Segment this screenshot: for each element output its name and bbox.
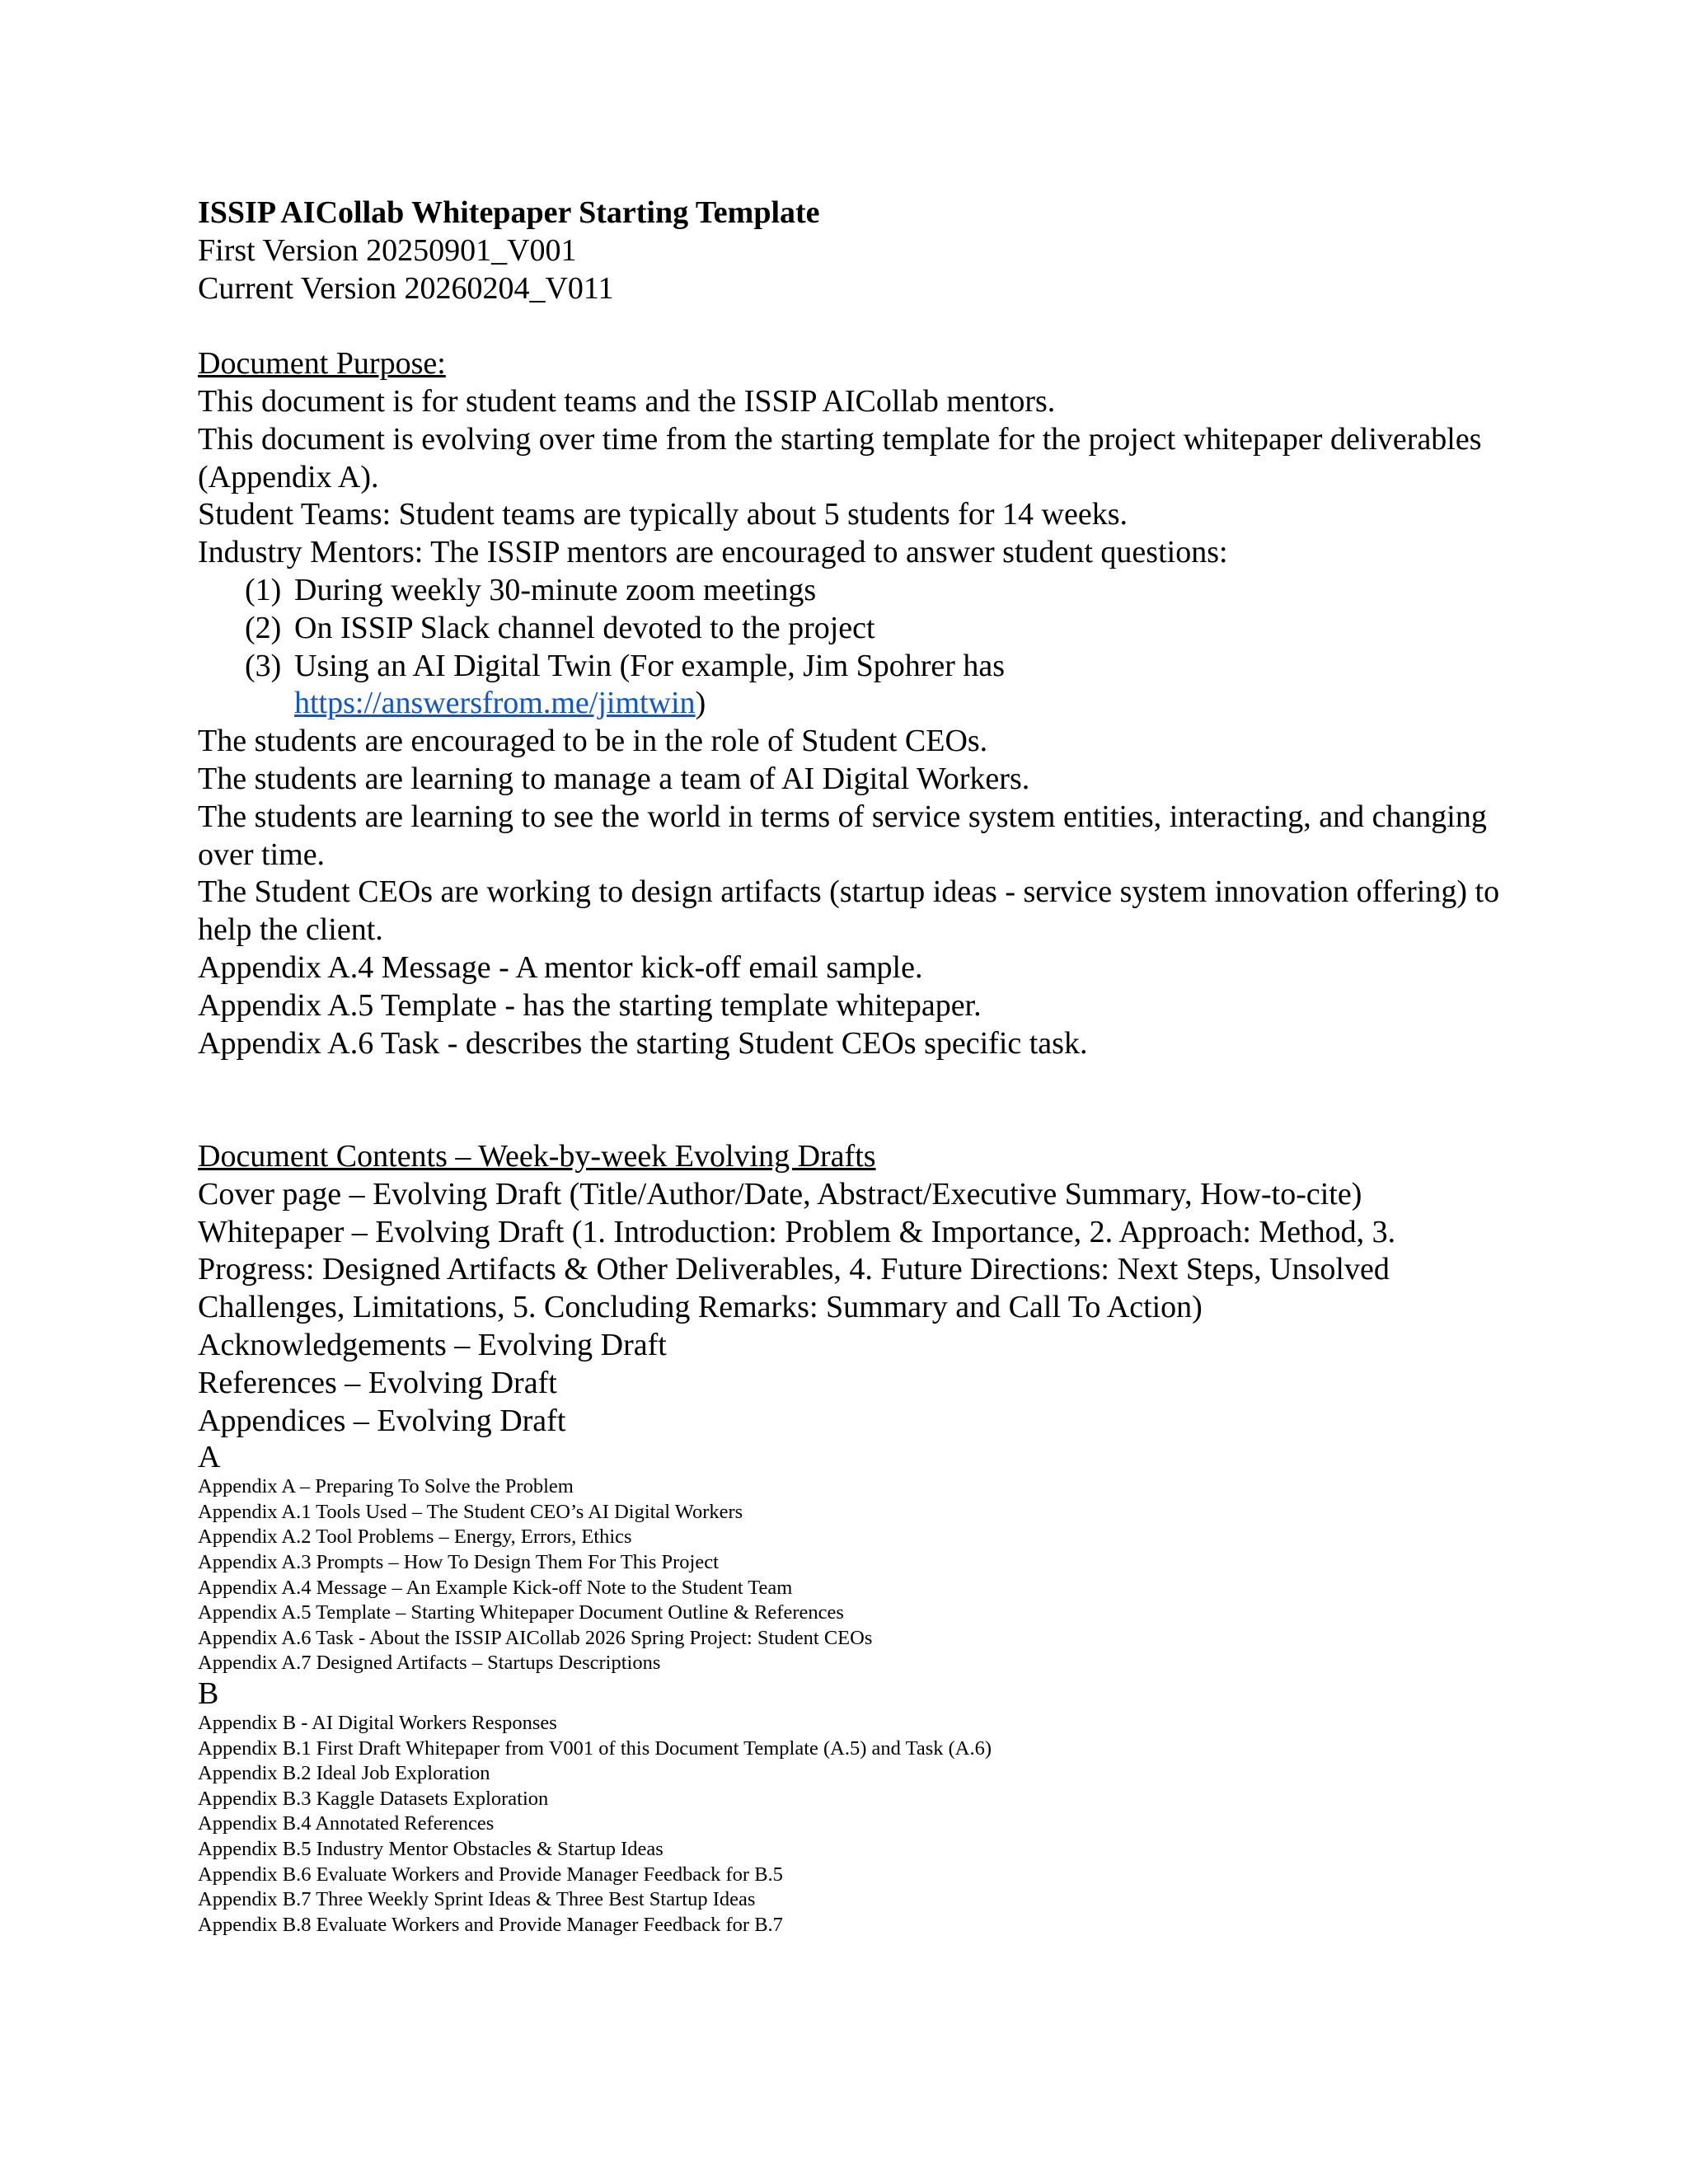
purpose-line: The students are learning to manage a team of AI Digital Workers. [198,761,1030,796]
document-page [198,194,1500,1938]
current-version-line: Current Version 20260204_V011 [198,270,614,306]
contents-line: Whitepaper – Evolving Draft (1. Introduction: Problem & Importance, 2. Approach: Method, 3. Progress: Designed Artifacts & Other Deliverables, 4. Future Directions: Next Steps, Unsolved Challenges, Limitations, 5. Concluding Remarks: Summary and Call To Action) [198,1214,1396,1325]
appendix-b-item: Appendix B.4 Annotated References [198,1812,495,1835]
appendix-a-item: Appendix A.6 Task - About the ISSIP AICollab 2026 Spring Project: Student CEOs [198,1626,873,1649]
appendix-b-item: Appendix B.6 Evaluate Workers and Provide Manager Feedback for B.5 [198,1863,783,1886]
appendix-b-item: Appendix B - AI Digital Workers Responses [198,1712,557,1735]
appendix-a-item: Appendix A – Preparing To Solve the Problem [198,1475,574,1498]
list-item-text: On ISSIP Slack channel devoted to the project [294,610,875,645]
appendix-b-item: Appendix B.7 Three Weekly Sprint Ideas & Three Best Startup Ideas [198,1888,756,1911]
spacer [198,1062,1500,1138]
appendix-a-item: Appendix A.4 Message – An Example Kick-off Note to the Student Team [198,1576,793,1599]
appendix-a-item: Appendix A.3 Prompts – How To Design Them For This Project [198,1551,719,1574]
link-suffix: ) [695,686,706,721]
list-number: (1) [245,572,282,607]
list-number: (2) [245,610,282,645]
appendix-a-letter: A [198,1440,221,1475]
purpose-line: This document is evolving over time from the starting template for the project whitepaper deliverables (Appendix A). [198,421,1482,494]
appendix-a-item: Appendix A.2 Tool Problems – Energy, Errors, Ethics [198,1526,632,1549]
purpose-heading: Document Purpose: [198,346,446,382]
appendix-a-item: Appendix A.1 Tools Used – The Student CEO’s AI Digital Workers [198,1500,743,1523]
appendix-b-item: Appendix B.3 Kaggle Datasets Exploration [198,1787,549,1810]
list-item [198,648,1500,686]
list-item [198,610,1500,648]
appendix-a-item: Appendix A.5 Template – Starting Whitepaper Document Outline & References [198,1601,844,1624]
contents-line: References – Evolving Draft [198,1365,557,1400]
appendix-b-item: Appendix B.1 First Draft Whitepaper from V001 of this Document Template (A.5) and Task (A.6) [198,1736,992,1760]
appendix-b-item: Appendix B.5 Industry Mentor Obstacles & Startup Ideas [198,1838,663,1861]
jimtwin-link[interactable]: https://answersfrom.me/jimtwin [294,686,696,721]
purpose-line: Appendix A.5 Template - has the starting template whitepaper. [198,987,982,1023]
purpose-line: The students are learning to see the world in terms of service system entities, interacting, and changing over time. [198,799,1487,872]
list-number: (3) [245,648,282,683]
appendix-b-item: Appendix B.8 Evaluate Workers and Provide Manager Feedback for B.7 [198,1913,783,1936]
list-item-continuation [198,685,1500,723]
purpose-line: Student Teams: Student teams are typically about 5 students for 14 weeks. [198,497,1128,532]
appendix-b-item: Appendix B.2 Ideal Job Exploration [198,1762,490,1785]
purpose-line: This document is for student teams and the ISSIP AICollab mentors. [198,383,1056,419]
contents-line: Cover page – Evolving Draft (Title/Author/Date, Abstract/Executive Summary, How-to-cite) [198,1176,1362,1212]
list-item [198,572,1500,610]
purpose-line: The Student CEOs are working to design artifacts (startup ideas - service system innovation offering) to help the client. [198,874,1500,948]
contents-line: Appendices – Evolving Draft [198,1403,566,1438]
purpose-line: Industry Mentors: The ISSIP mentors are encouraged to answer student questions: [198,535,1228,570]
first-version-line: First Version 20250901_V001 [198,232,577,268]
document-title: ISSIP AICollab Whitepaper Starting Template [198,195,820,230]
list-item-text: Using an AI Digital Twin (For example, Jim Spohrer has [294,648,1006,683]
contents-line: Acknowledgements – Evolving Draft [198,1327,667,1362]
purpose-line: The students are encouraged to be in the role of Student CEOs. [198,724,988,759]
appendix-a-item: Appendix A.7 Designed Artifacts – Startups Descriptions [198,1652,661,1675]
purpose-line: Appendix A.6 Task - describes the starting Student CEOs specific task. [198,1025,1088,1061]
purpose-line: Appendix A.4 Message - A mentor kick-off email sample. [198,949,923,985]
spacer [198,307,1500,345]
contents-heading: Document Contents – Week-by-week Evolving Drafts [198,1138,876,1174]
list-item-text: During weekly 30-minute zoom meetings [294,572,817,607]
appendix-b-letter: B [198,1676,219,1712]
